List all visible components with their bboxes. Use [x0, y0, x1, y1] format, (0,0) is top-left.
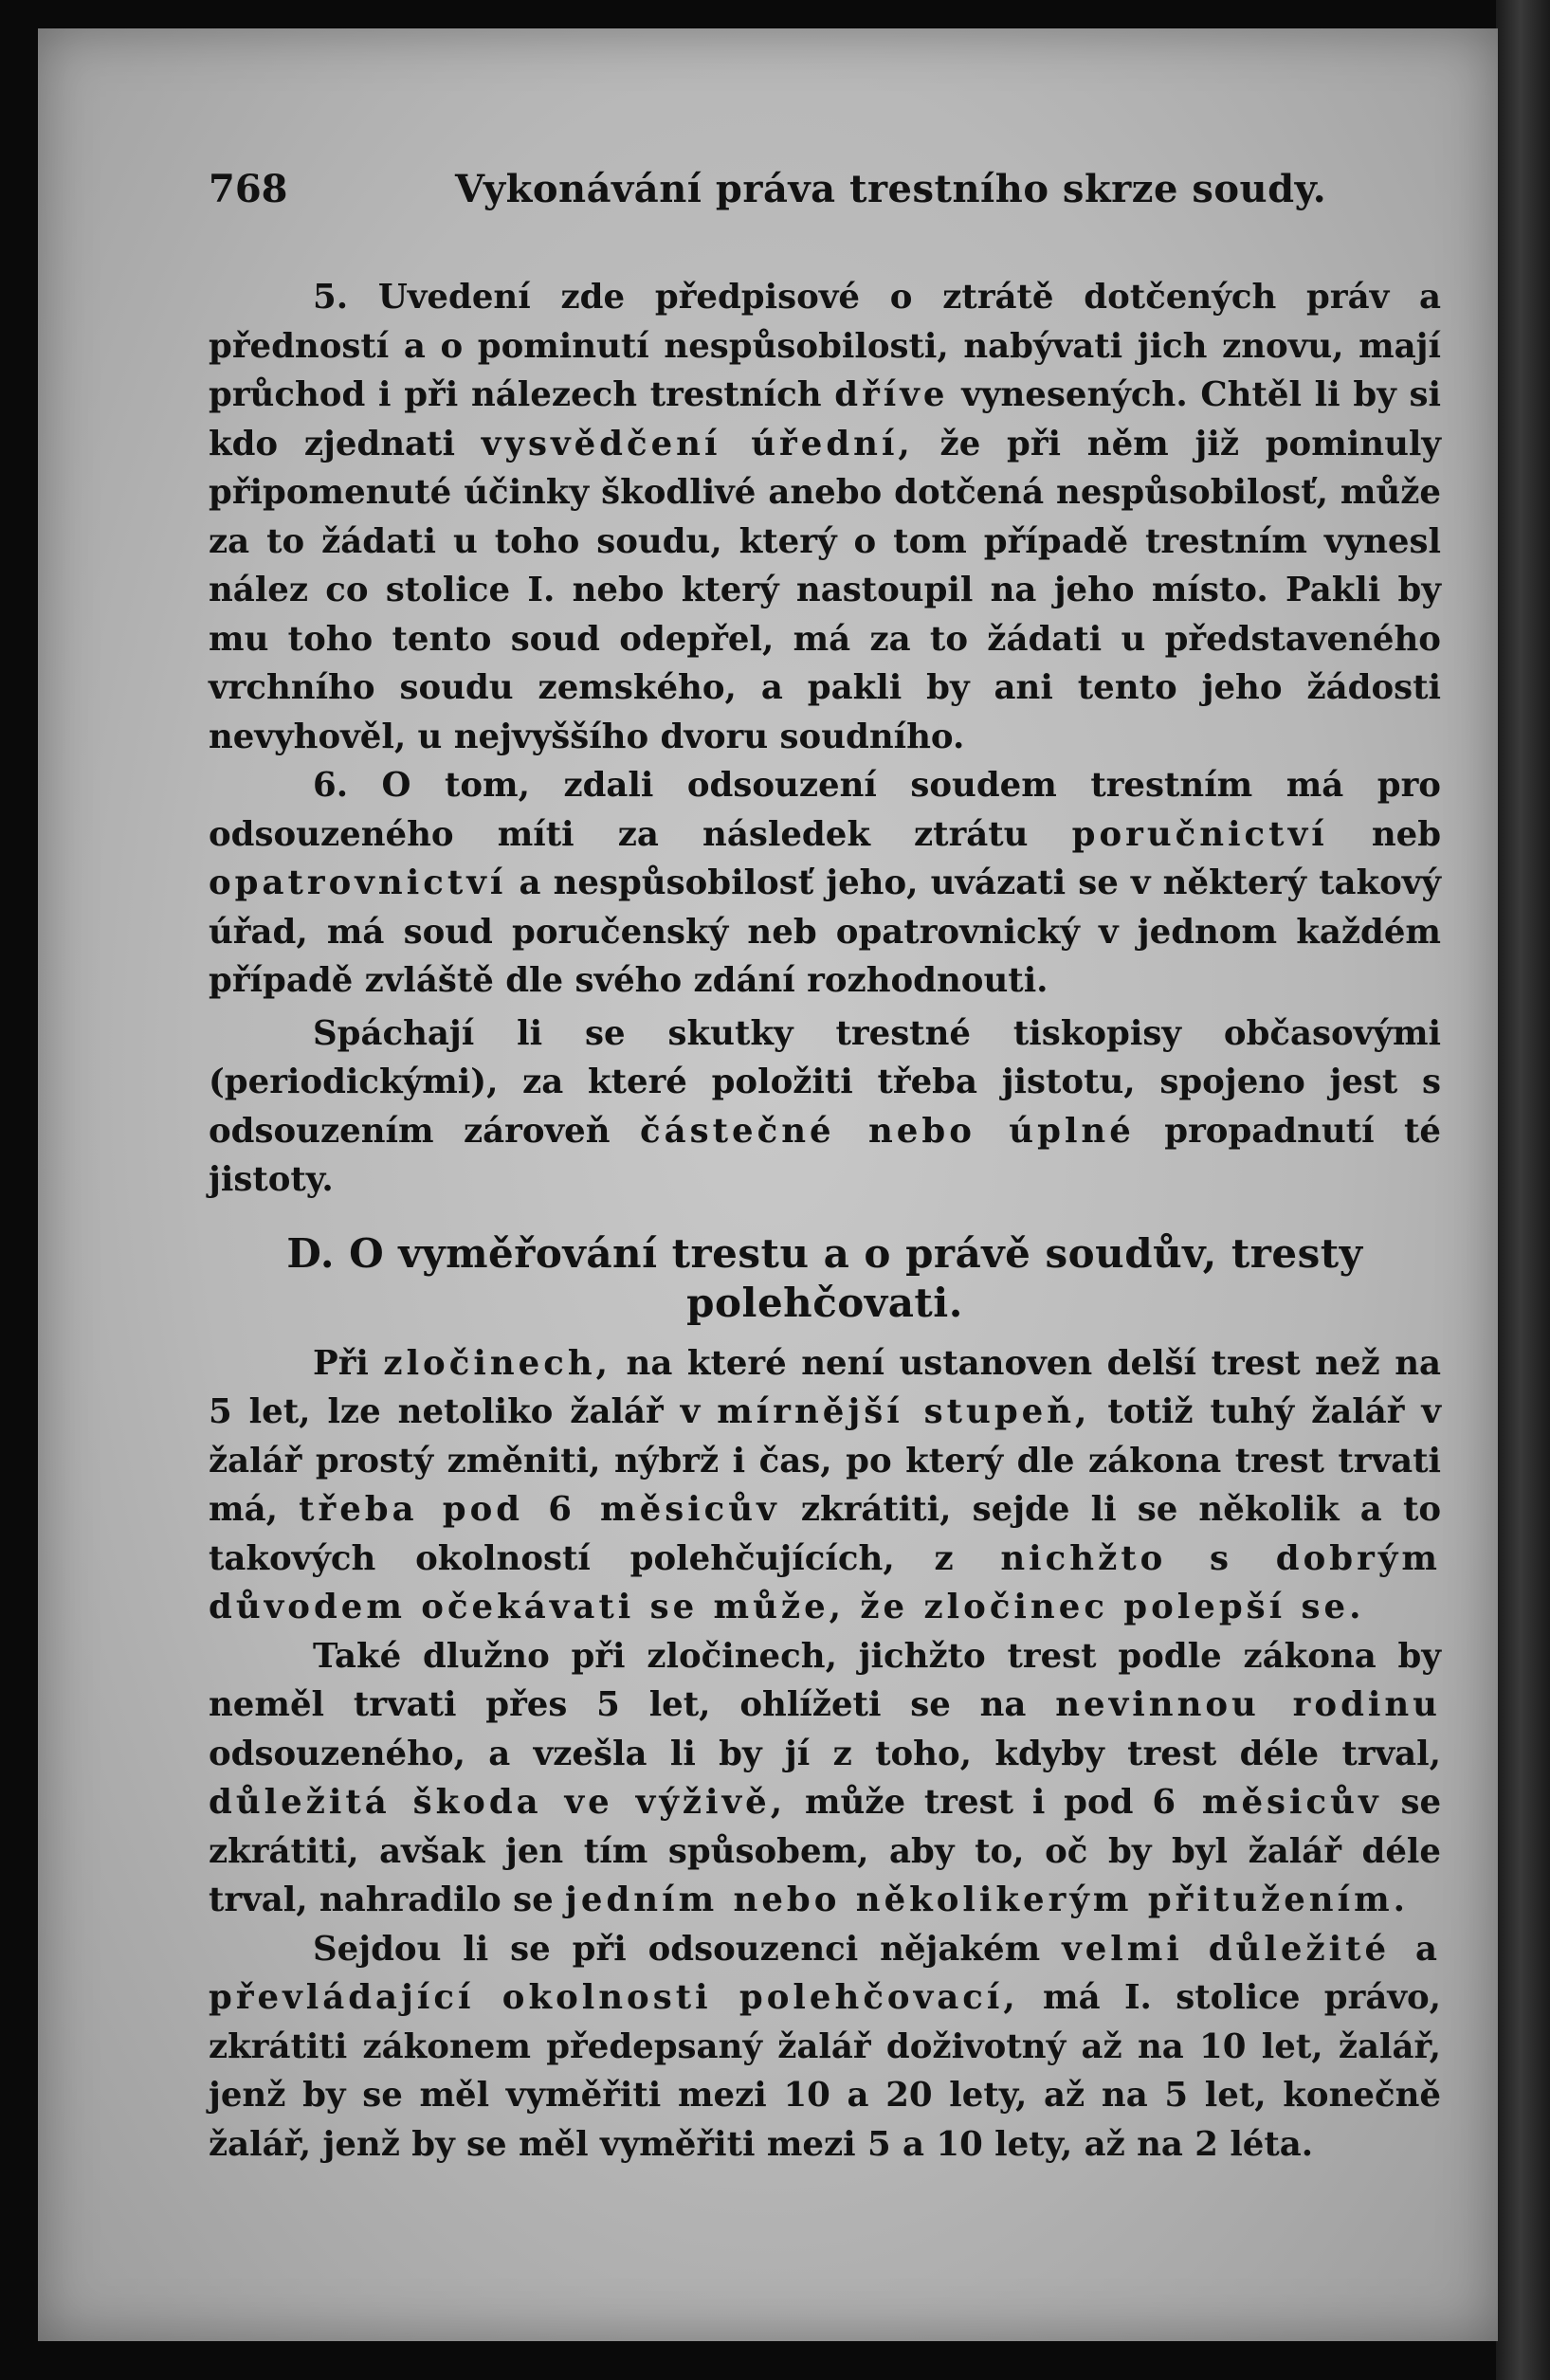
paragraph-6-emphasis-a: poručnictví: [1071, 814, 1328, 854]
paragraph-5: [209, 273, 1441, 761]
paragraph-family-text-a: Také dlužno při zločinech, jichžto trest podle zákona by neměl trvati přes 5 let, ohlížeti se na: [209, 1636, 1441, 1724]
paragraph-family-text-c: může trest i pod: [804, 1783, 1134, 1822]
paragraph-5-text-c: že při něm již pominuly připomenuté účinky škodlivé anebo dotčená nespůsobilosť, může za to žádati u toho soudu, který o tom případě trestním vynesl nález co stolice I. nebo který nastoupil na jeho místo. Pakli by mu toho tento soud odepřel, má za to žádati u představeného vrchního soudu zemského, a pakli by ani tento jeho žádosti nevyhověl, u nejvyššího dvoru soudního.: [209, 424, 1441, 756]
paragraph-6-text-b: neb: [1371, 814, 1442, 854]
paragraph-5-text-a: 5. Uvedení zde předpisové o ztrátě dotčených práv a předností a o pominutí nespůsobilosti, nabývati jich znovu, mají průchod i při nálezech trestních: [209, 278, 1441, 414]
book-spine-edge: [1496, 0, 1550, 2380]
paragraph-crimes-text-b: na které není ustanoven delší trest než na 5 let, lze netoliko žalář v: [209, 1343, 1442, 1431]
section-heading-d: D. O vyměřování trestu a o právě soudův, tresty polehčovati.: [286, 1229, 1363, 1326]
paragraph-crimes-emphasis-a: zločinech,: [383, 1343, 612, 1383]
paragraph-6-text-c: a nespůsobilosť jeho, uvázati se v některý takový úřad, má soud poručenský neb opatrovnický v jednom každém případě zvláště dle svého zdání rozhodnouti.: [209, 863, 1441, 1000]
paragraph-family-emphasis-a: nevinnou rodinu: [1055, 1685, 1441, 1724]
paragraph-mitigation: [209, 1925, 1441, 2170]
paragraph-crimes-text-c: totiž tuhý žalář v žalář prostý změniti, nýbrž i čas, po který dle zákona trest trvati má,: [209, 1392, 1442, 1529]
body-text: [209, 273, 1441, 2169]
paragraph-periodicals-text-b: propadnutí té jistoty.: [209, 1111, 1442, 1199]
paragraph-periodicals: [209, 1009, 1441, 1205]
paragraph-family: [209, 1632, 1441, 1925]
paragraph-5-emphasis-a: dříve: [834, 375, 949, 414]
paragraph-crimes-text-a: Při: [313, 1343, 369, 1383]
paragraph-periodicals-text-a: Spáchají li se skutky trestné tiskopisy občasovými (periodickými), za které položiti třeba jistotu, spojeno jest s odsouzením zároveň: [209, 1013, 1441, 1151]
paragraph-mitigation-text-a: Sejdou li se při odsouzenci nějakém: [313, 1929, 1041, 1969]
paragraph-6: [209, 761, 1441, 1006]
paragraph-6-text-a: 6. O tom, zdali odsouzení soudem trestním má pro odsouzeného míti za následek ztrátu: [209, 766, 1441, 854]
paragraph-mitigation-emphasis: velmi důležité a převládající okolnosti polehčovací,: [209, 1929, 1441, 2017]
paragraph-family-emphasis-d: jedním nebo několikerým přitužením.: [565, 1880, 1410, 1919]
running-head: [209, 161, 1441, 218]
paragraph-crimes-text-d: zkrátiti, sejde li se několik a to takových okolností polehčujících,: [209, 1490, 1442, 1578]
paragraph-mitigation-text-b: má I. stolice právo, zkrátiti zákonem předepsaný žalář doživotný až na 10 let, žalář, jenž by se měl vyměřiti mezi 10 a 20 lety, až na 5 let, konečně žalář, jenž by se měl vyměřiti mezi 5 a 10 lety, až na 2 léta.: [209, 1978, 1441, 2164]
paragraph-crimes: [209, 1339, 1441, 1632]
running-head-title: Vykonávání práva trestního skrze soudy.: [455, 167, 1327, 211]
page-number: 768: [209, 167, 288, 211]
paragraph-5-text-b: vynesených. Chtěl li by si kdo zjednati: [209, 375, 1442, 463]
paragraph-crimes-emphasis-c: třeba pod 6 měsicův: [299, 1490, 780, 1529]
paragraph-crimes-emphasis-b: mírnější stupeň,: [717, 1392, 1091, 1431]
paragraph-family-text-d: se zkrátiti, avšak jen tím spůsobem, aby to, oč by byl žalář déle trval, nahradilo se: [209, 1783, 1442, 1919]
paragraph-5-emphasis-b: vysvědčení úřední,: [481, 424, 914, 463]
paragraph-family-emphasis-b: důležitá škoda ve výživě,: [209, 1783, 787, 1822]
paragraph-periodicals-emphasis: částečné nebo úplné: [639, 1111, 1135, 1151]
paper-page: [38, 28, 1498, 2341]
paragraph-crimes-emphasis-d: z nichžto s dobrým důvodem očekávati se může, že zločinec polepší se.: [209, 1538, 1441, 1626]
paragraph-family-emphasis-c: 6 měsicův: [1152, 1783, 1382, 1822]
paragraph-family-text-b: odsouzeného, a vzešla li by jí z toho, kdyby trest déle trval,: [209, 1734, 1441, 1773]
paragraph-6-emphasis-b: opatrovnictví: [209, 863, 507, 902]
